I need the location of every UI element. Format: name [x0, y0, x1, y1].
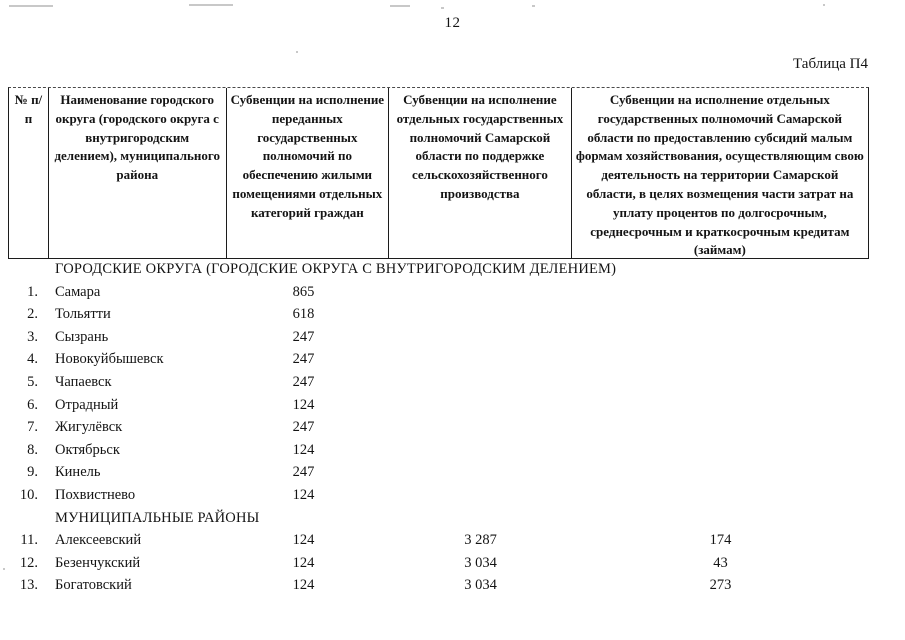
table-row [0, 555, 905, 578]
col-header-agriculture-subventions: Субвенции на исполнение отдельных государственных полномочий Самарской области по поддержке сельскохозяйственного производства [389, 88, 572, 258]
value-housing-subvention: 247 [292, 464, 315, 481]
row-municipality-name: Октябрьск [55, 441, 120, 458]
row-number: 10. [19, 486, 38, 503]
row-municipality-name: Новокуйбышевск [55, 351, 164, 368]
section-row [0, 510, 905, 533]
value-housing-subvention: 247 [292, 351, 315, 368]
table-caption: Таблица П4 [793, 56, 868, 72]
value-credit-subsidy-subvention: 43 [713, 554, 728, 571]
col-header-municipality-name: Наименование городского округа (городского округа с внутригородским делением), муниципального района [49, 88, 227, 258]
row-number: 11. [20, 532, 38, 549]
row-municipality-name: Безенчукский [55, 554, 141, 571]
value-credit-subsidy-subvention: 174 [709, 532, 732, 549]
col-header-row-number: № п/п [9, 88, 49, 258]
row-number: 8. [27, 441, 38, 458]
value-agriculture-subvention: 3 034 [464, 577, 497, 594]
row-municipality-name: Кинель [55, 464, 101, 481]
row-number: 9. [27, 464, 38, 481]
scan-artifact [441, 7, 444, 9]
row-number: 6. [27, 396, 38, 413]
value-housing-subvention: 124 [292, 441, 315, 458]
value-housing-subvention: 247 [292, 328, 315, 345]
row-number: 1. [27, 283, 38, 300]
scan-artifact [189, 4, 233, 6]
row-number: 3. [27, 328, 38, 345]
row-municipality-name: Отрадный [55, 396, 119, 413]
table-row [0, 397, 905, 420]
row-number: 5. [27, 373, 38, 390]
scan-artifact [823, 4, 825, 6]
value-credit-subsidy-subvention: 273 [709, 577, 732, 594]
table-row [0, 351, 905, 374]
scan-artifact [390, 5, 410, 7]
value-housing-subvention: 124 [292, 577, 315, 594]
value-agriculture-subvention: 3 287 [464, 532, 497, 549]
scan-artifact [296, 51, 298, 53]
row-municipality-name: Жигулёвск [55, 419, 123, 436]
row-number: 12. [19, 554, 38, 571]
value-housing-subvention: 124 [292, 486, 315, 503]
row-municipality-name: Тольятти [55, 306, 111, 323]
value-housing-subvention: 247 [292, 373, 315, 390]
table-row [0, 532, 905, 555]
value-housing-subvention: 865 [292, 283, 315, 300]
table-row [0, 284, 905, 307]
scan-artifact [9, 5, 53, 7]
col-header-housing-subventions: Субвенции на исполнение переданных государственных полномочий по обеспечению жилыми помещениями отдельных категорий граждан [227, 88, 390, 258]
table-row [0, 442, 905, 465]
section-row [0, 261, 905, 284]
table-body [0, 261, 905, 600]
row-number: 13. [19, 577, 38, 594]
table-row [0, 374, 905, 397]
table-header [8, 87, 869, 259]
table-row [0, 419, 905, 442]
row-municipality-name: Богатовский [55, 577, 132, 594]
row-number: 2. [27, 306, 38, 323]
value-housing-subvention: 124 [292, 396, 315, 413]
section-label: МУНИЦИПАЛЬНЫЕ РАЙОНЫ [55, 509, 260, 526]
row-municipality-name: Похвистнево [55, 486, 136, 503]
table-row [0, 306, 905, 329]
value-agriculture-subvention: 3 034 [464, 554, 497, 571]
row-municipality-name: Сызрань [55, 328, 109, 345]
row-number: 4. [27, 351, 38, 368]
table-row [0, 487, 905, 510]
page-number: 12 [444, 15, 461, 31]
value-housing-subvention: 247 [292, 419, 315, 436]
row-municipality-name: Алексеевский [55, 532, 142, 549]
value-housing-subvention: 124 [292, 554, 315, 571]
scan-artifact [532, 5, 535, 7]
value-housing-subvention: 618 [292, 306, 315, 323]
row-number: 7. [27, 419, 38, 436]
row-municipality-name: Чапаевск [55, 373, 112, 390]
section-label: ГОРОДСКИЕ ОКРУГА (ГОРОДСКИЕ ОКРУГА С ВНУТРИГОРОДСКИМ ДЕЛЕНИЕМ) [55, 261, 617, 277]
table-row [0, 577, 905, 600]
table-row [0, 464, 905, 487]
value-housing-subvention: 124 [292, 532, 315, 549]
table-row [0, 329, 905, 352]
col-header-credit-subsidy-subventions: Субвенции на исполнение отдельных государственных полномочий Самарской области по предоставлению субсидий малым формам хозяйствования, осуществляющим свою деятельность на территории Самарской области, в целях возмещения части затрат на уплату процентов по долгосрочным, среднесрочным и краткосрочным кредитам (займам) [575, 92, 864, 258]
row-municipality-name: Самара [55, 283, 101, 300]
